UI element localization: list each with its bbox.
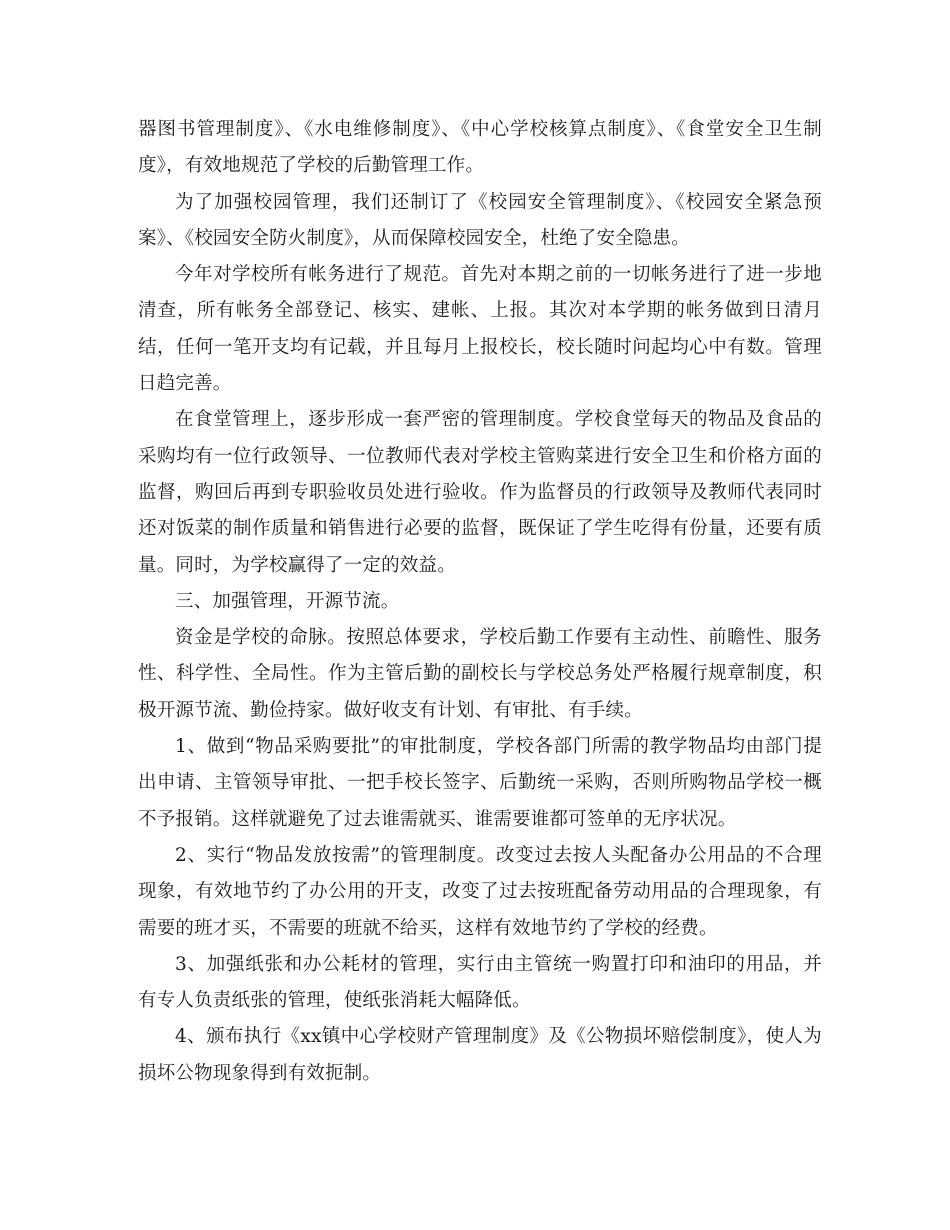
- list-item-3: 3、加强纸张和办公耗材的管理，实行由主管统一购置打印和油印的用品，并有专人负责纸张的管理，使纸张消耗大幅降低。: [138, 953, 822, 1012]
- list-item-4: 4、颁布执行《xx镇中心学校财产管理制度》及《公物损坏赔偿制度》，使人为损坏公物现象得到有效扼制。: [138, 1026, 822, 1084]
- document-body: [138, 112, 822, 1092]
- paragraph-2: 为了加强校园管理，我们还制订了《校园安全管理制度》、《校园安全紧急预案》、《校园安全防火制度》，从而保障校园安全，杜绝了安全隐患。: [138, 191, 822, 249]
- paragraph-1: 器图书管理制度》、《水电维修制度》、《中心学校核算点制度》、《食堂安全卫生制度》，有效地规范了学校的后勤管理工作。: [138, 119, 822, 177]
- list-item-2: 2、实行“物品发放按需”的管理制度。改变过去按人头配备办公用品的不合理现象，有效地节约了办公用的开支，改变了过去按班配备劳动用品的合理现象，有需要的班才买，不需要的班就不给买，这样有效地节约了学校的经费。: [138, 844, 822, 939]
- paragraph-3: 今年对学校所有帐务进行了规范。首先对本期之前的一切帐务进行了进一步地清查，所有帐务全部登记、核实、建帐、上报。其次对本学期的帐务做到日清月结，任何一笔开支均有记载，并且每月上报校长，校长随时问起均心中有数。管理日趋完善。: [138, 264, 822, 395]
- section-heading: 三、加强管理，开源节流。: [175, 590, 400, 612]
- list-item-1: 1、做到“物品采购要批”的审批制度，学校各部门所需的教学物品均由部门提出申请、主管领导审批、一把手校长签字、后勤统一采购，否则所购物品学校一概不予报销。这样就避免了过去谁需就买、谁需要谁都可签单的无序状况。: [138, 736, 822, 830]
- paragraph-4: 在食堂管理上，逐步形成一套严密的管理制度。学校食堂每天的物品及食品的采购均有一位行政领导、一位教师代表对学校主管购菜进行安全卫生和价格方面的监督，购回后再到专职验收员处进行验收。作为监督员的行政领导及教师代表同时还对饭菜的制作质量和销售进行必要的监督，既保证了学生吃得有份量，还要有质量。同时，为学校赢得了一定的效益。: [138, 409, 822, 576]
- paragraph-5: 资金是学校的命脉。按照总体要求，学校后勤工作要有主动性、前瞻性、服务性、科学性、全局性。作为主管后勤的副校长与学校总务处严格履行规章制度，积极开源节流、勤俭持家。做好收支有计划、有审批、有手续。: [138, 627, 822, 721]
